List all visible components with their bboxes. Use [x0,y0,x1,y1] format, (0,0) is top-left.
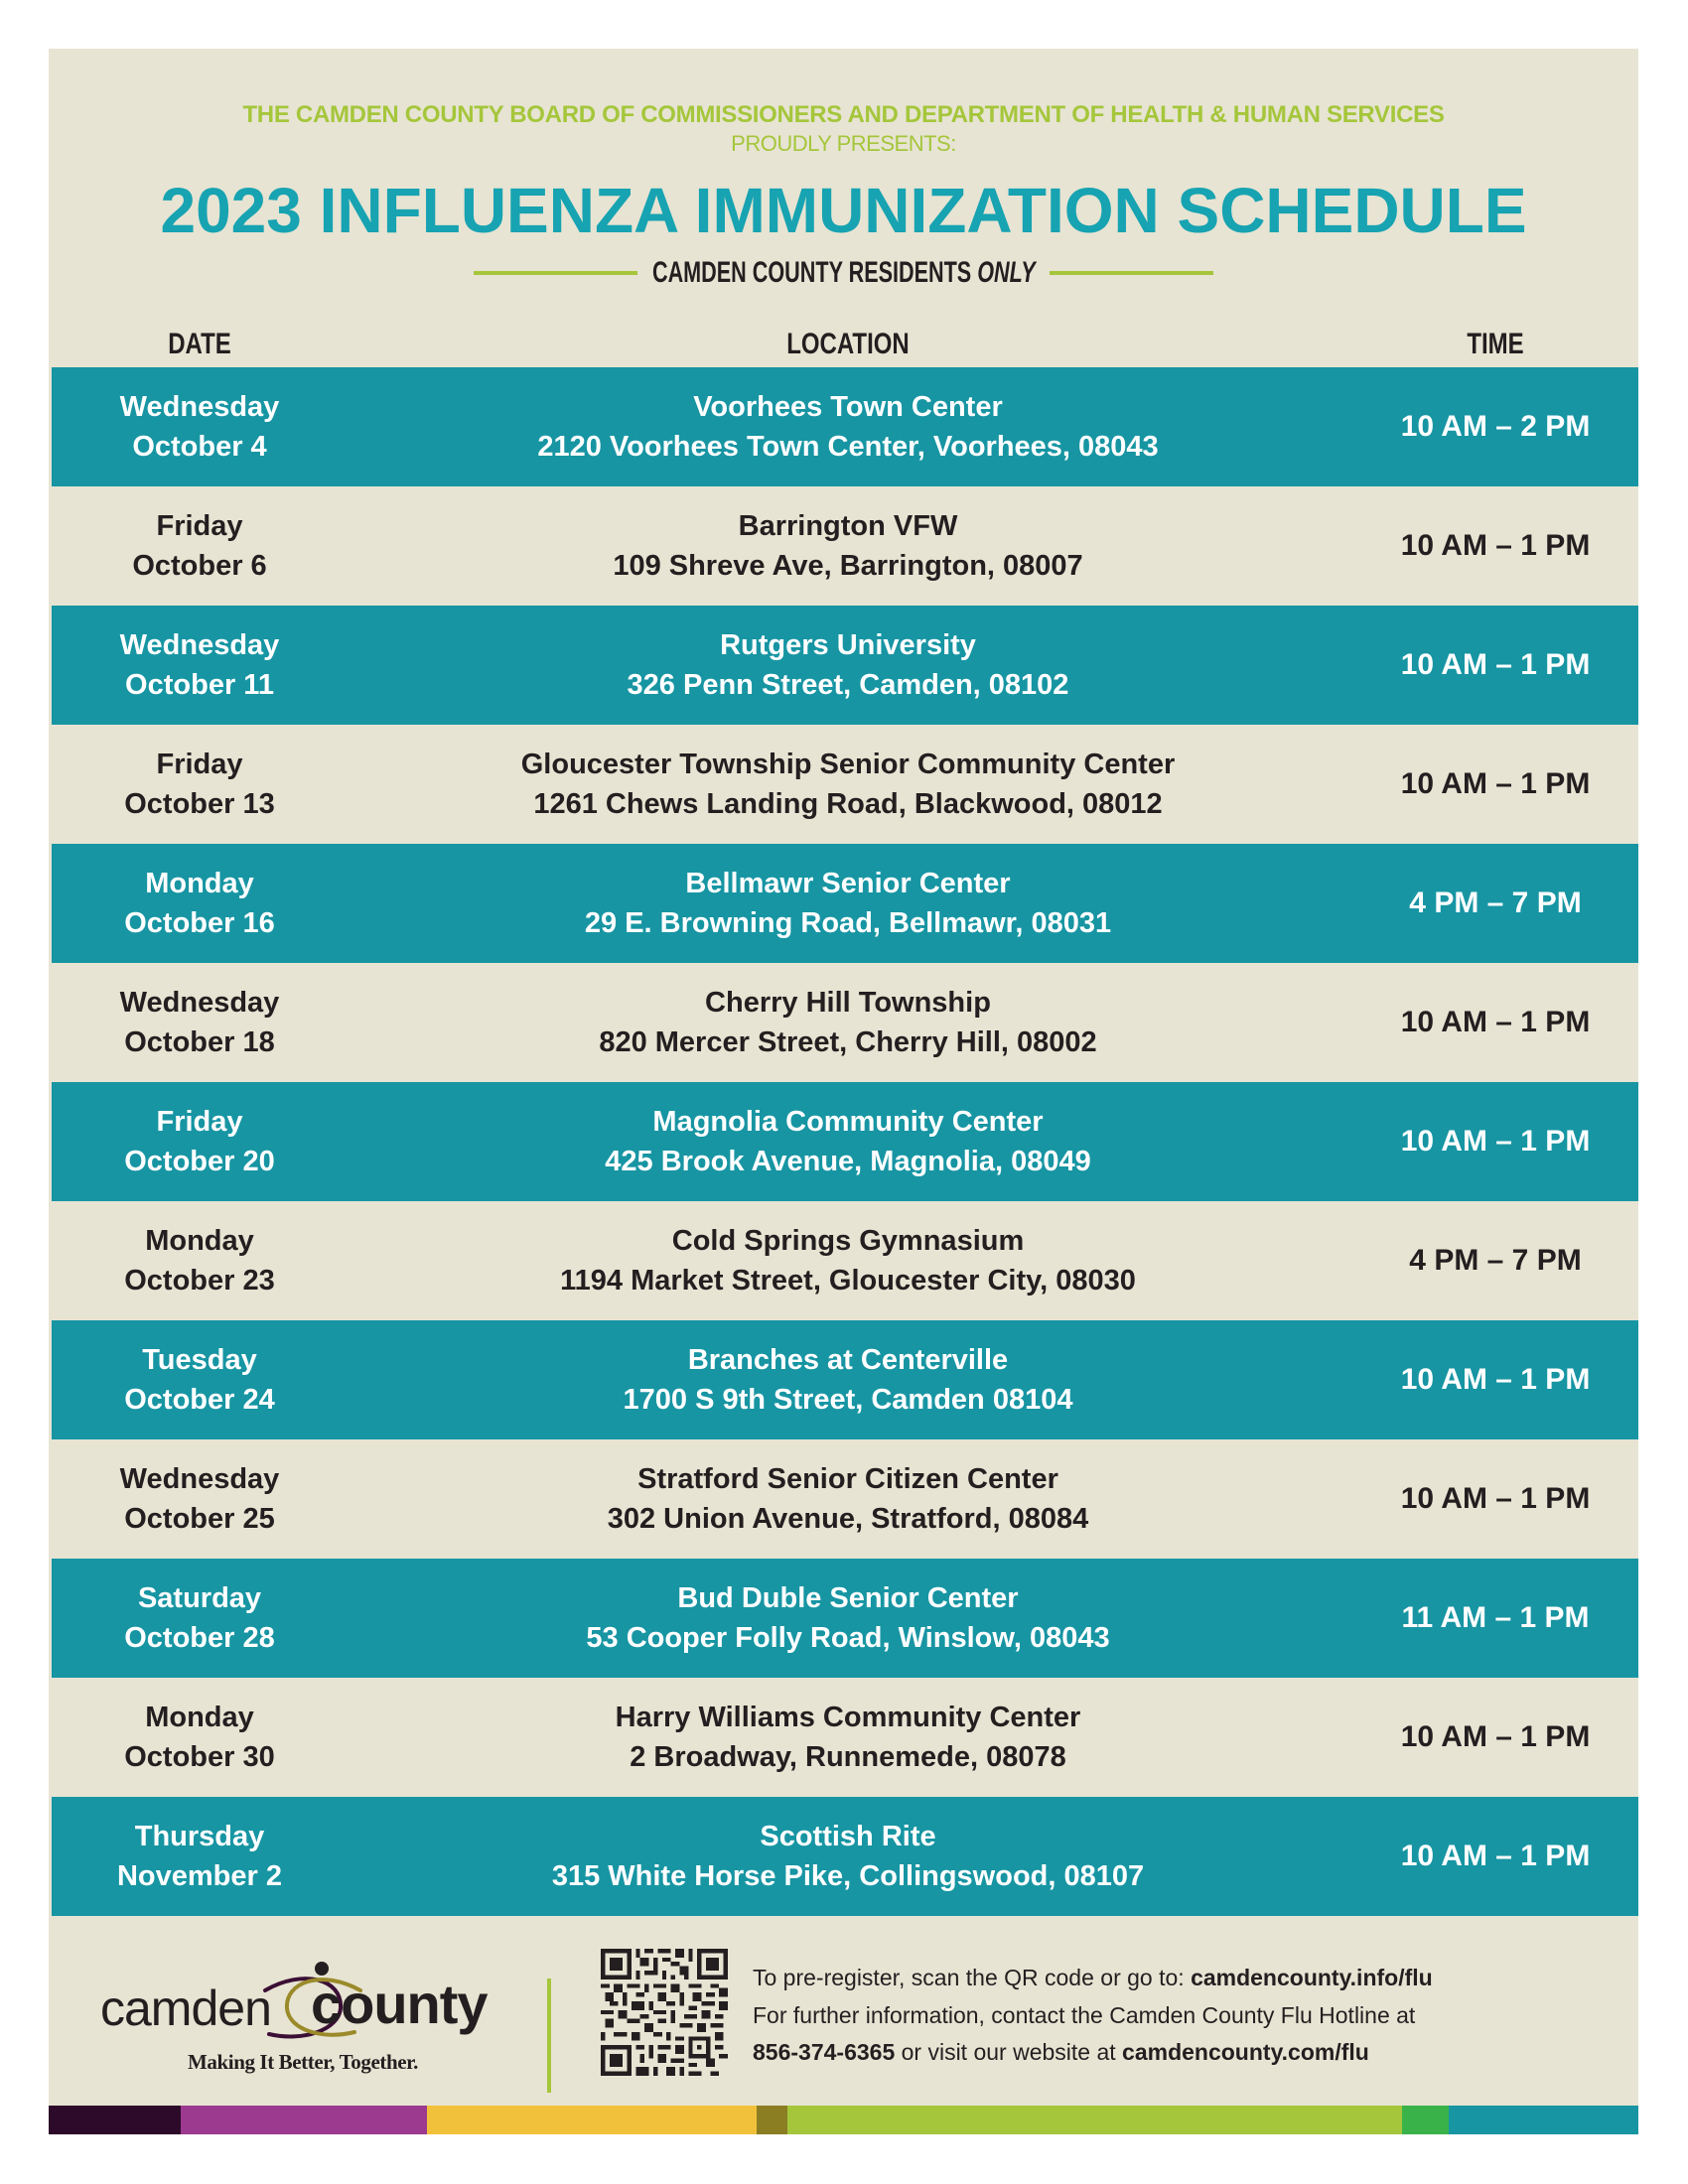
registration-info [753,1960,1626,2072]
weekday: Thursday [134,1821,265,1852]
date-cell [100,1797,299,1916]
calendar-date: October 23 [124,1265,275,1297]
venue-name: Bud Duble Senior Center [677,1582,1019,1614]
date-cell [100,606,299,725]
venue-name: Cold Springs Gymnasium [671,1225,1025,1257]
venue-address: 425 Brook Avenue, Magnolia, 08049 [605,1146,1091,1177]
venue-address: 2 Broadway, Runnemede, 08078 [630,1741,1066,1773]
left-rule [474,271,637,275]
right-rule [1050,271,1213,275]
location-cell [451,367,1245,486]
footer-line-3 [753,2034,1626,2072]
venue-name: Barrington VFW [738,510,958,542]
column-header-location: LOCATION [786,328,910,360]
color-bar-segment [787,2106,1402,2134]
calendar-date: October 24 [124,1384,275,1416]
date-cell [100,1678,299,1797]
website-link[interactable]: camdencounty.com/flu [1122,2039,1369,2065]
color-bar-segment [181,2106,427,2134]
calendar-date: October 4 [132,431,267,463]
color-bar-segment [427,2106,757,2134]
date-cell [100,1439,299,1559]
table-row [52,1678,1638,1797]
subtitle [652,255,1036,291]
time-cell: 10 AM – 1 PM [1400,1720,1591,1753]
venue-address: 302 Union Avenue, Stratford, 08084 [607,1503,1089,1535]
footer-line-1 [753,1960,1626,1997]
location-cell [451,1082,1245,1201]
venue-name: Gloucester Township Senior Community Center [520,749,1176,780]
calendar-date: November 2 [116,1860,282,1892]
table-row [52,1559,1638,1678]
table-row [52,1320,1638,1439]
time-cell: 10 AM – 1 PM [1400,648,1591,681]
preregister-link[interactable]: camdencounty.info/flu [1191,1965,1433,1990]
calendar-date: October 13 [124,788,275,820]
weekday: Monday [145,1702,254,1733]
venue-name: Branches at Centerville [687,1344,1009,1376]
table-row [52,486,1638,606]
date-cell [100,844,299,963]
venue-name: Harry Williams Community Center [615,1702,1081,1733]
location-cell [451,606,1245,725]
venue-name: Magnolia Community Center [652,1106,1044,1138]
venue-address: 1261 Chews Landing Road, Blackwood, 08012 [533,788,1163,820]
venue-address: 315 White Horse Pike, Collingswood, 08107 [551,1860,1145,1892]
column-header-date: DATE [168,328,231,360]
weekday: Friday [156,510,243,542]
location-cell [451,1559,1245,1678]
logo-word-camden: camden [100,1980,271,2036]
footer-divider [547,1979,551,2093]
color-bar-segment [1402,2106,1449,2134]
location-cell [451,1678,1245,1797]
calendar-date: October 28 [124,1622,275,1654]
location-cell [451,1797,1245,1916]
time-cell: 10 AM – 1 PM [1400,1840,1591,1872]
column-header-time: TIME [1467,328,1524,360]
color-bar-segment [49,2106,181,2134]
calendar-date: October 25 [124,1503,275,1535]
location-cell [451,1201,1245,1320]
weekday: Tuesday [142,1344,257,1376]
subtitle-emphasis: ONLY [976,256,1036,289]
table-row [52,606,1638,725]
visit-text: or visit our website at [895,2039,1123,2065]
weekday: Friday [156,749,243,780]
time-cell: 4 PM – 7 PM [1409,1244,1582,1277]
time-cell: 10 AM – 1 PM [1400,1125,1591,1158]
weekday: Wednesday [119,629,280,661]
venue-name: Voorhees Town Center [693,391,1003,423]
calendar-date: October 20 [124,1146,275,1177]
calendar-date: October 16 [124,907,275,939]
logo-tagline: Making It Better, Together. [187,2050,419,2074]
calendar-date: October 6 [132,550,267,582]
time-cell: 10 AM – 2 PM [1400,410,1591,443]
venue-name: Stratford Senior Citizen Center [637,1463,1058,1495]
camden-county-logo [94,1961,511,2090]
venue-address: 109 Shreve Ave, Barrington, 08007 [613,550,1083,582]
time-cell: 10 AM – 1 PM [1400,1363,1591,1396]
venue-name: Rutgers University [720,629,976,661]
residents-only-banner [49,253,1638,293]
venue-address: 2120 Voorhees Town Center, Voorhees, 08043 [537,431,1159,463]
weekday: Wednesday [119,1463,280,1495]
time-cell: 10 AM – 1 PM [1400,1482,1591,1515]
venue-name: Bellmawr Senior Center [685,868,1011,899]
weekday: Wednesday [119,391,280,423]
table-row [52,963,1638,1082]
location-cell [451,844,1245,963]
qr-code-icon[interactable] [601,1949,728,2076]
venue-address: 820 Mercer Street, Cherry Hill, 08002 [599,1026,1097,1058]
time-cell: 10 AM – 1 PM [1400,767,1591,800]
weekday: Friday [156,1106,243,1138]
weekday: Saturday [137,1582,262,1614]
date-cell [100,486,299,606]
venue-address: 53 Cooper Folly Road, Winslow, 08043 [586,1622,1110,1654]
preregister-text: To pre-register, scan the QR code or go to: [753,1965,1192,1990]
table-row [52,725,1638,844]
calendar-date: October 18 [124,1026,275,1058]
venue-address: 1700 S 9th Street, Camden 08104 [623,1384,1073,1416]
schedule-table [52,367,1638,1916]
date-cell [100,963,299,1082]
page-title: 2023 INFLUENZA IMMUNIZATION SCHEDULE [160,175,1527,246]
location-cell [451,486,1245,606]
hotline-phone[interactable]: 856-374-6365 [753,2039,896,2065]
venue-name: Scottish Rite [760,1821,936,1852]
table-row [52,844,1638,963]
weekday: Wednesday [119,987,280,1019]
time-cell: 4 PM – 7 PM [1409,887,1582,919]
presents-line: PROUDLY PRESENTS: [731,131,956,156]
location-cell [451,725,1245,844]
weekday: Monday [145,868,254,899]
organization-line: THE CAMDEN COUNTY BOARD OF COMMISSIONERS AND DEPARTMENT OF HEALTH & HUMAN SERVICES [242,101,1445,128]
date-cell [100,725,299,844]
date-cell [100,1320,299,1439]
weekday: Monday [145,1225,254,1257]
color-bar-segment [757,2106,787,2134]
calendar-date: October 30 [124,1741,275,1773]
footer-line-2: For further information, contact the Camden County Flu Hotline at [753,2001,1416,2028]
table-row [52,1439,1638,1559]
logo-word-county: county [311,1973,488,2035]
table-row [52,1082,1638,1201]
color-bar-segment [1449,2106,1638,2134]
venue-address: 326 Penn Street, Camden, 08102 [627,669,1069,701]
date-cell [100,367,299,486]
venue-name: Cherry Hill Township [705,987,991,1019]
location-cell [451,963,1245,1082]
location-cell [451,1439,1245,1559]
time-cell: 10 AM – 1 PM [1400,1006,1591,1038]
date-cell [100,1082,299,1201]
time-cell: 11 AM – 1 PM [1401,1601,1590,1634]
table-row [52,1797,1638,1916]
decorative-color-bar [49,2106,1638,2134]
date-cell [100,1559,299,1678]
table-row [52,1201,1638,1320]
venue-address: 29 E. Browning Road, Bellmawr, 08031 [584,907,1112,939]
table-row [52,367,1638,486]
subtitle-main: CAMDEN COUNTY RESIDENTS [651,256,977,289]
date-cell [100,1201,299,1320]
venue-address: 1194 Market Street, Gloucester City, 08030 [560,1265,1136,1297]
time-cell: 10 AM – 1 PM [1400,529,1591,562]
calendar-date: October 11 [125,669,274,701]
location-cell [451,1320,1245,1439]
